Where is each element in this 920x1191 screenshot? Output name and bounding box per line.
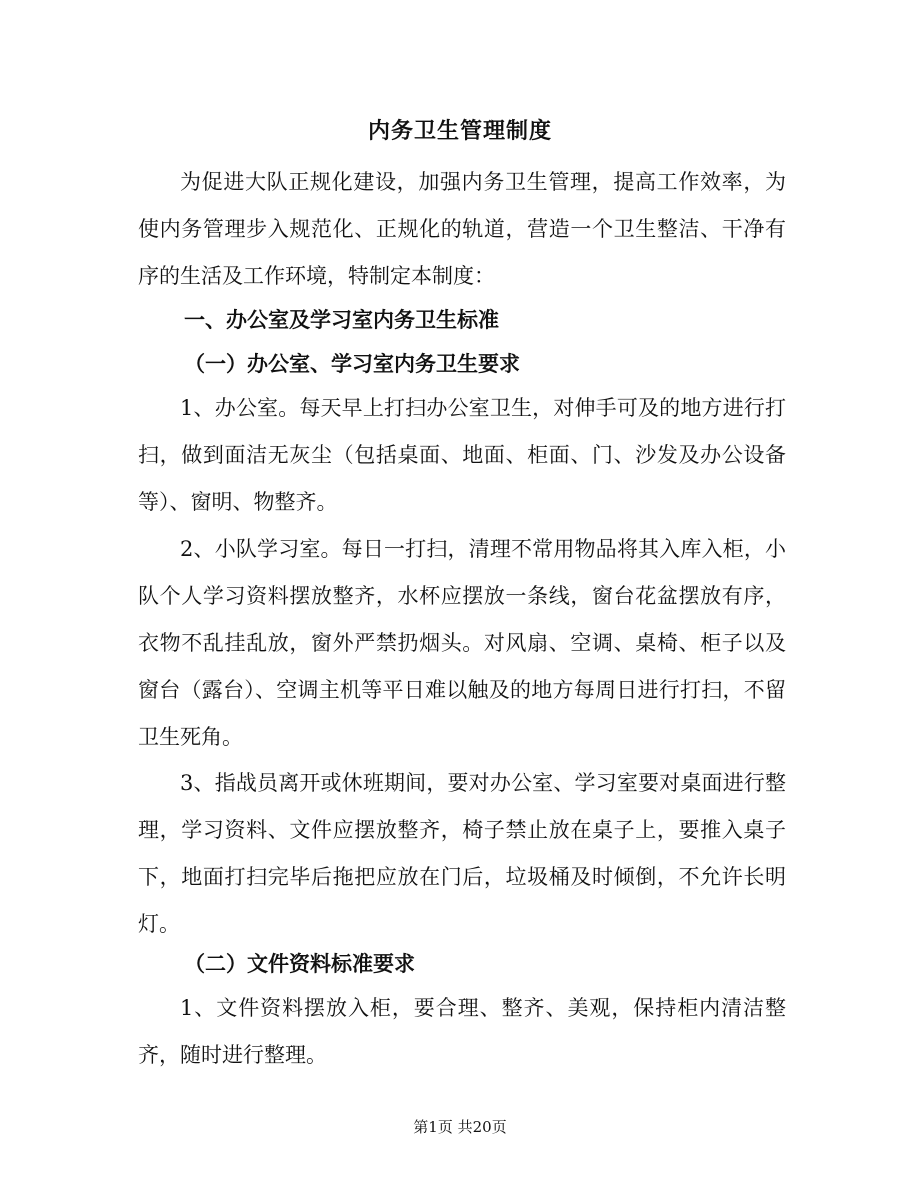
subsection-heading: （一）办公室、学习室内务卫生要求 <box>184 351 520 376</box>
item-text: 1、办公室。每天早上打扫办公室卫生，对伸手可及的地方进行打扫，做到面洁无灰尘（包括桌面、地面、柜面、门、沙发及办公设备等）、窗明、物整齐。 <box>138 396 786 514</box>
item-paragraph <box>138 385 786 526</box>
section-heading: 一、办公室及学习室内务卫生标准 <box>184 307 499 332</box>
subsection-heading: （二）文件资料标准要求 <box>184 951 415 976</box>
item-paragraph <box>138 526 786 761</box>
intro-paragraph <box>138 159 786 300</box>
item-paragraph <box>138 985 786 1079</box>
intro-text: 为促进大队正规化建设，加强内务卫生管理，提高工作效率，为使内务管理步入规范化、正规化的轨道，营造一个卫生整洁、干净有序的生活及工作环境，特制定本制度： <box>138 170 786 288</box>
item-text: 1、文件资料摆放入柜，要合理、整齐、美观，保持柜内清洁整齐，随时进行整理。 <box>138 996 786 1067</box>
document-title: 内务卫生管理制度 <box>367 118 552 144</box>
page-footer: 第1页 共20页 <box>413 1118 507 1136</box>
item-text: 3、指战员离开或休班期间，要对办公室、学习室要对桌面进行整理，学习资料、文件应摆放整齐，椅子禁止放在桌子上，要推入桌子下，地面打扫完毕后拖把应放在门后，垃圾桶及时倾倒，不允许长明灯。 <box>138 771 786 936</box>
item-paragraph <box>138 760 786 948</box>
item-text: 2、小队学习室。每日一打扫，清理不常用物品将其入库入柜，小队个人学习资料摆放整齐，水杯应摆放一条线，窗台花盆摆放有序，衣物不乱挂乱放，窗外严禁扔烟头。对风扇、空调、桌椅、柜子以及窗台（露台）、空调主机等平日难以触及的地方每周日进行打扫，不留卫生死角。 <box>138 537 786 749</box>
